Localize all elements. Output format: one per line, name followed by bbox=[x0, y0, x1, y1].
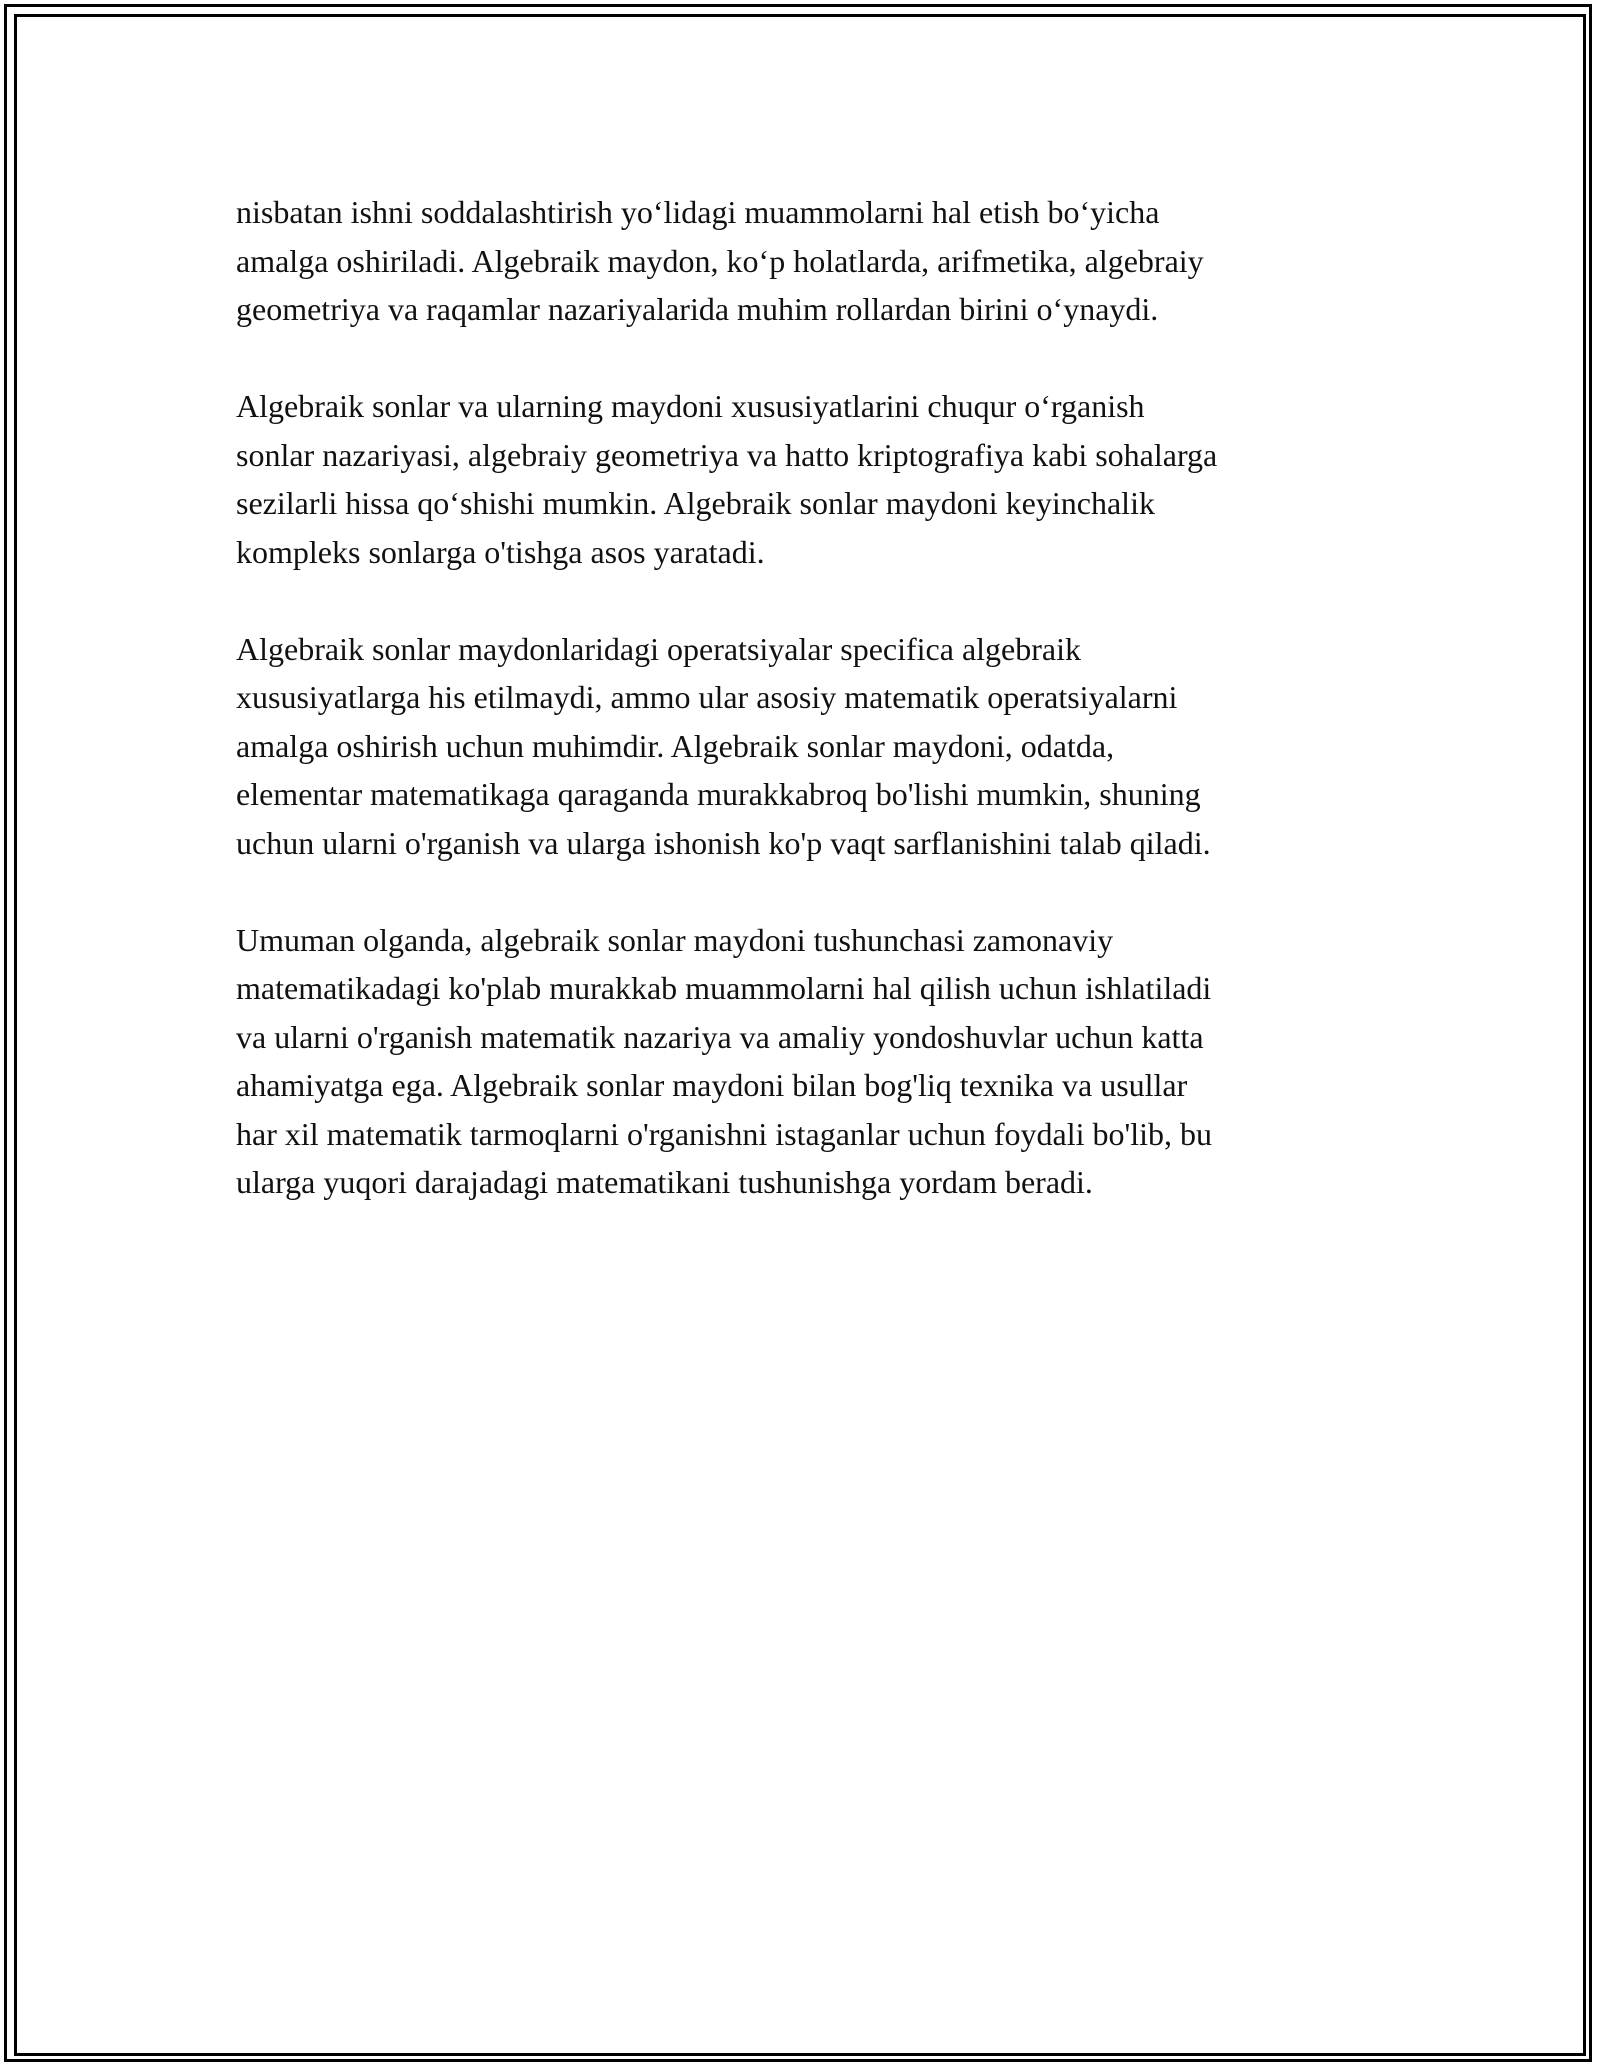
paragraph-1: nisbatan ishni soddalashtirish yo‘lidagi muammolarni hal etish bo‘yicha amalga oshiriladi. Algebraik maydon, ko‘p holatlarda, arifmetika, algebraiy geometriya va raqamlar nazariyalarida muhim rollardan birini o‘ynaydi. bbox=[236, 194, 1204, 327]
document-body bbox=[236, 188, 1376, 1255]
paragraph-2: Algebraik sonlar va ularning maydoni xususiyatlarini chuqur o‘rganish sonlar nazariyasi, algebraiy geometriya va hatto kriptografiya kabi sohalarga sezilarli hissa qo‘shishi mumkin. Algebraik sonlar maydoni keyinchalik kompleks sonlarga o'tishga asos yaratadi. bbox=[236, 388, 1218, 570]
paragraph-3: Algebraik sonlar maydonlaridagi operatsiyalar specifica algebraik xususiyatlarga his etilmaydi, ammo ular asosiy matematik operatsiyalarni amalga oshirish uchun muhimdir. Algebraik sonlar maydoni, odatda, elementar matematikaga qaraganda murakkabroq bo'lishi mumkin, shuning uchun ularni o'rganish va ularga ishonish ko'p vaqt sarflanishini talab qiladi. bbox=[236, 630, 1211, 861]
paragraph-4: Umuman olganda, algebraik sonlar maydoni tushunchasi zamonaviy matematikadagi ko'plab murakkab muammolarni hal qilish uchun ishlatiladi va ularni o'rganish matematik nazariya va amaliy yondoshuvlar uchun katta ahamiyatga ega. Algebraik sonlar maydoni bilan bog'liq texnika va usullar har xil matematik tarmoqlarni o'rganishni istaganlar uchun foydali bo'lib, bu ularga yuqori darajadagi matematikani tushunishga yordam beradi. bbox=[236, 921, 1213, 1200]
